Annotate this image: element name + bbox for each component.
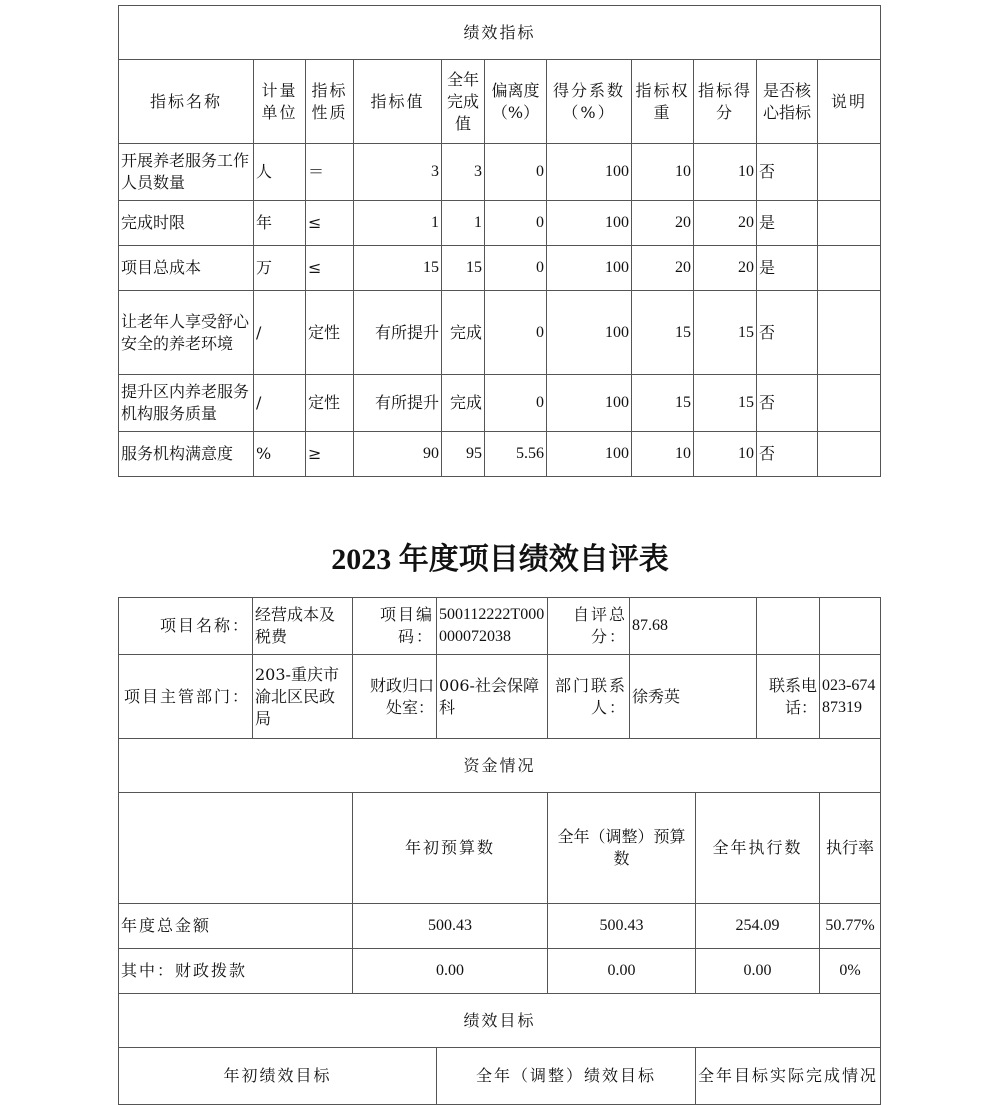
phone-value: 023-67487319 (820, 655, 881, 739)
indicator-name: 让老年人享受舒心安全的养老环境 (119, 291, 254, 375)
funds-executed: 254.09 (696, 904, 820, 949)
header-cell: 说明 (818, 60, 881, 144)
funds-initial: 500.43 (353, 904, 548, 949)
performance-indicator-table (118, 5, 881, 477)
indicator-target: 1 (354, 201, 442, 246)
indicator-nature: ≤ (306, 201, 354, 246)
indicator-score: 15 (694, 375, 757, 432)
department-info-row (119, 655, 881, 739)
funds-title-row (119, 739, 881, 793)
indicator-target: 90 (354, 432, 442, 477)
indicator-nature: ≤ (306, 246, 354, 291)
goals-header-row (119, 1048, 881, 1105)
indicator-note (818, 432, 881, 477)
empty-cell (119, 793, 353, 904)
funds-row-label: 其中：财政拨款 (119, 949, 353, 994)
funds-executed: 0.00 (696, 949, 820, 994)
table-row (119, 246, 881, 291)
empty-cell (820, 598, 881, 655)
indicator-target: 有所提升 (354, 375, 442, 432)
funds-section-title: 资金情况 (119, 739, 881, 793)
indicator-name: 完成时限 (119, 201, 254, 246)
indicator-note (818, 375, 881, 432)
indicator-actual: 15 (442, 246, 485, 291)
contact-label: 部门联系人： (548, 655, 630, 739)
header-cell: 是否核心指标 (757, 60, 818, 144)
indicator-coef: 100 (547, 291, 632, 375)
indicator-coef: 100 (547, 432, 632, 477)
project-code-value: 500112222T000000072038 (437, 598, 548, 655)
indicator-coef: 100 (547, 201, 632, 246)
indicator-deviation: 0 (485, 246, 547, 291)
header-cell: 指标名称 (119, 60, 254, 144)
indicator-unit: 万 (254, 246, 306, 291)
goals-header-cell: 年初绩效目标 (119, 1048, 437, 1105)
header-cell: 计量单位 (254, 60, 306, 144)
indicator-score: 20 (694, 246, 757, 291)
header-cell: 指标性质 (306, 60, 354, 144)
project-name-label: 项目名称： (119, 598, 253, 655)
indicator-note (818, 291, 881, 375)
indicator-score: 15 (694, 291, 757, 375)
indicator-weight: 15 (632, 291, 694, 375)
funds-initial: 0.00 (353, 949, 548, 994)
indicator-coef: 100 (547, 144, 632, 201)
indicator-deviation: 5.56 (485, 432, 547, 477)
section-title-row (119, 6, 881, 60)
indicator-core: 否 (757, 375, 818, 432)
header-cell: 偏离度（%） (485, 60, 547, 144)
indicator-unit: / (254, 375, 306, 432)
self-score-label: 自评总分： (548, 598, 630, 655)
finance-office-label: 财政归口处室： (353, 655, 437, 739)
funds-row-label: 年度总金额 (119, 904, 353, 949)
table-row (119, 291, 881, 375)
empty-cell (757, 598, 820, 655)
indicator-nature: 定性 (306, 375, 354, 432)
indicator-actual: 完成 (442, 291, 485, 375)
indicator-name: 提升区内养老服务机构服务质量 (119, 375, 254, 432)
indicator-target: 有所提升 (354, 291, 442, 375)
section-title: 绩效指标 (119, 6, 881, 60)
table-row (119, 144, 881, 201)
funds-header-cell: 年初预算数 (353, 793, 548, 904)
table-row (119, 201, 881, 246)
indicator-core: 否 (757, 291, 818, 375)
indicator-core: 是 (757, 201, 818, 246)
indicator-target: 3 (354, 144, 442, 201)
indicator-note (818, 144, 881, 201)
indicator-name: 开展养老服务工作人员数量 (119, 144, 254, 201)
header-cell: 指标值 (354, 60, 442, 144)
self-score-value: 87.68 (630, 598, 757, 655)
indicator-deviation: 0 (485, 375, 547, 432)
indicator-weight: 15 (632, 375, 694, 432)
indicator-unit: 人 (254, 144, 306, 201)
table-row (119, 432, 881, 477)
funds-header-cell: 全年（调整）预算数 (548, 793, 696, 904)
goals-title-row (119, 994, 881, 1048)
indicator-weight: 10 (632, 144, 694, 201)
project-info-row (119, 598, 881, 655)
funds-header-row (119, 793, 881, 904)
phone-label: 联系电话： (757, 655, 820, 739)
header-cell: 得分系数（%） (547, 60, 632, 144)
indicator-weight: 10 (632, 432, 694, 477)
indicator-score: 20 (694, 201, 757, 246)
indicator-unit: % (254, 432, 306, 477)
page-title: 2023 年度项目绩效自评表 (331, 543, 669, 576)
funds-row (119, 904, 881, 949)
funds-header-cell: 执行率 (820, 793, 881, 904)
indicator-nature: ＝ (306, 144, 354, 201)
funds-rate: 0% (820, 949, 881, 994)
indicator-unit: 年 (254, 201, 306, 246)
header-cell: 指标得分 (694, 60, 757, 144)
indicator-deviation: 0 (485, 291, 547, 375)
indicator-core: 否 (757, 144, 818, 201)
indicator-score: 10 (694, 144, 757, 201)
contact-value: 徐秀英 (630, 655, 757, 739)
header-row (119, 60, 881, 144)
indicator-nature: 定性 (306, 291, 354, 375)
header-cell: 全年完成值 (442, 60, 485, 144)
indicator-nature: ≥ (306, 432, 354, 477)
indicator-target: 15 (354, 246, 442, 291)
indicator-coef: 100 (547, 375, 632, 432)
goals-header-cell: 全年（调整）绩效目标 (437, 1048, 696, 1105)
goals-section-title: 绩效目标 (119, 994, 881, 1048)
header-cell: 指标权重 (632, 60, 694, 144)
indicator-note (818, 246, 881, 291)
indicator-actual: 3 (442, 144, 485, 201)
indicator-actual: 95 (442, 432, 485, 477)
table-row (119, 375, 881, 432)
indicator-coef: 100 (547, 246, 632, 291)
department-label: 项目主管部门： (119, 655, 253, 739)
indicator-actual: 1 (442, 201, 485, 246)
indicator-score: 10 (694, 432, 757, 477)
indicator-note (818, 201, 881, 246)
self-evaluation-table (118, 597, 881, 1105)
indicator-core: 否 (757, 432, 818, 477)
funds-rate: 50.77% (820, 904, 881, 949)
indicator-weight: 20 (632, 201, 694, 246)
project-name-value: 经营成本及税费 (253, 598, 353, 655)
goals-header-cell: 全年目标实际完成情况 (696, 1048, 881, 1105)
funds-adjusted: 500.43 (548, 904, 696, 949)
funds-row (119, 949, 881, 994)
funds-adjusted: 0.00 (548, 949, 696, 994)
indicator-unit: / (254, 291, 306, 375)
department-value: 203-重庆市渝北区民政局 (253, 655, 353, 739)
indicator-deviation: 0 (485, 144, 547, 201)
funds-header-cell: 全年执行数 (696, 793, 820, 904)
indicator-core: 是 (757, 246, 818, 291)
project-code-label: 项目编码： (353, 598, 437, 655)
indicator-weight: 20 (632, 246, 694, 291)
finance-office-value: 006-社会保障科 (437, 655, 548, 739)
indicator-actual: 完成 (442, 375, 485, 432)
indicator-name: 服务机构满意度 (119, 432, 254, 477)
indicator-deviation: 0 (485, 201, 547, 246)
indicator-name: 项目总成本 (119, 246, 254, 291)
